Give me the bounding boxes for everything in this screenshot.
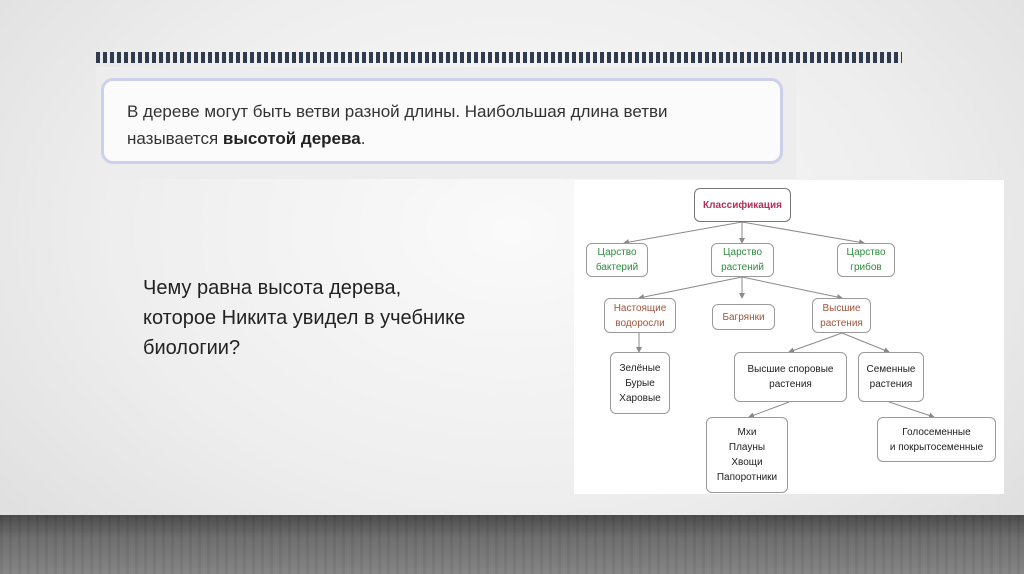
edge-plants-true-algae	[639, 277, 742, 298]
edge-higher-seed	[842, 333, 889, 352]
decorative-stripe	[96, 52, 902, 63]
floor-background	[0, 515, 1024, 574]
definition-line1: В дереве могут быть ветви разной длины. Наибольшая длина ветви	[127, 102, 668, 121]
tree-node-red-algae: Багрянки	[712, 304, 775, 330]
tree-node-higher-plants: Высшие растения	[812, 298, 871, 333]
definition-line2-prefix: называется	[127, 129, 223, 148]
edge-seed-types	[889, 402, 934, 417]
tree-node-seed-types: Голосеменные и покрытосеменные	[877, 417, 996, 462]
definition-term: высотой дерева	[222, 129, 361, 148]
tree-node-root: Классификация	[694, 188, 791, 222]
tree-node-algae-types: Зелёные Бурые Харовые	[610, 352, 670, 414]
definition-box	[101, 78, 783, 164]
tree-node-spore-types: Мхи Плауны Хвощи Папоротники	[706, 417, 788, 493]
tree-node-kingdom-fungi: Царство грибов	[837, 243, 895, 277]
tree-node-seed-plants: Семенные растения	[858, 352, 924, 402]
edge-root-fungi	[742, 222, 864, 243]
classification-tree-diagram	[574, 180, 1004, 494]
tree-node-kingdom-plants: Царство растений	[711, 243, 774, 277]
edge-spore-types	[749, 402, 789, 417]
edge-higher-spore	[789, 333, 842, 352]
tree-node-true-algae: Настоящие водоросли	[604, 298, 676, 333]
tree-node-spore-plants: Высшие споровые растения	[734, 352, 847, 402]
question-text: Чему равна высота дерева, которое Никита увидел в учебнике биологии?	[143, 277, 466, 359]
edge-plants-higher	[742, 277, 842, 298]
tree-node-kingdom-bacteria: Царство бактерий	[586, 243, 648, 277]
edge-root-bacteria	[624, 222, 742, 243]
definition-line2-suffix: .	[360, 129, 366, 148]
